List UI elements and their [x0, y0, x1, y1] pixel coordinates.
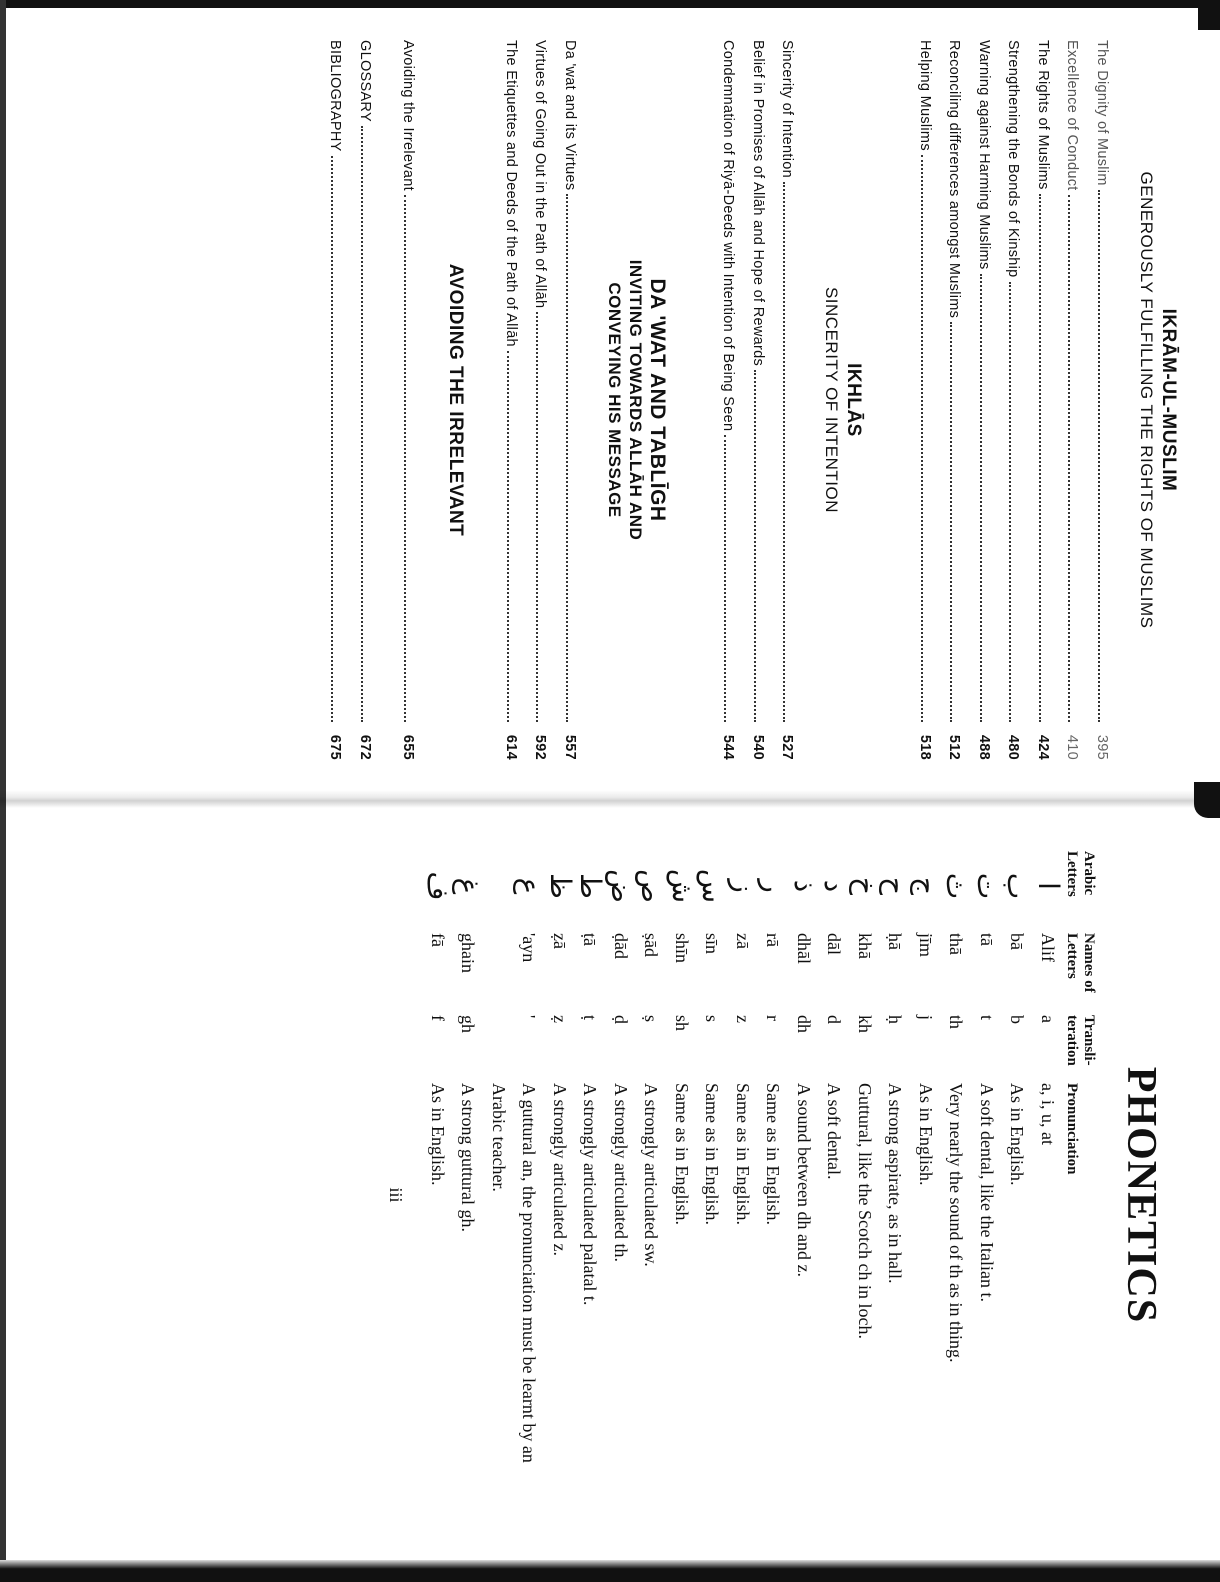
letter-name: khā: [855, 933, 875, 959]
transliteration: d: [824, 1015, 845, 1024]
toc-entry[interactable]: [910, 40, 940, 760]
arabic-letter: ر: [757, 879, 791, 893]
toc-list-ikhlas: [713, 40, 802, 760]
transliteration: ': [519, 1015, 540, 1019]
transliteration: th: [946, 1015, 967, 1030]
transliteration: z: [733, 1015, 753, 1023]
toc-entry-page: 424: [1035, 734, 1051, 760]
leader-dots: [332, 156, 334, 722]
pronunciation: As in English.: [428, 1083, 448, 1186]
pronunciation: As in English.: [1007, 1083, 1028, 1186]
pronunciation: As in English.: [916, 1083, 936, 1186]
pronunciation: A guttural an, the pronunciation must be learnt by an Arabic teacher.: [489, 1083, 540, 1463]
transliteration: ẓ: [550, 1015, 570, 1023]
toc-entry[interactable]: [743, 40, 773, 760]
leader-dots: [980, 274, 982, 722]
phonetics-title: PHONETICS: [1118, 1066, 1164, 1324]
arabic-letter: خ: [849, 876, 882, 896]
transliteration: ṭ: [580, 1015, 601, 1021]
toc-entry-title: Da 'wat and its Virtues: [562, 40, 578, 191]
phonetics-page: [65, 845, 1165, 1545]
transliteration: sh: [672, 1015, 692, 1032]
header-pronunciation: Pronunciation: [1064, 1083, 1080, 1175]
section-title-dawat: DA 'WAT AND TABLĪGH: [646, 278, 669, 522]
section-title-irrelevant: AVOIDING THE IRRELEVANT: [445, 263, 467, 537]
pronunciation: A sound between dh and z.: [794, 1083, 814, 1277]
arabic-letter: ش: [666, 868, 699, 904]
toc-entry-title: The Rights of Muslims: [1035, 40, 1051, 190]
section-subtitle-ikhlas: SINCERITY OF INTENTION: [822, 286, 842, 514]
arabic-letter: ج: [910, 876, 943, 896]
toc-list-ikram: [910, 40, 1117, 760]
toc-entry-title: Warning against Harming Muslims: [976, 40, 992, 270]
scan-border-top: [0, 0, 1220, 8]
letter-name: sīn: [702, 933, 723, 955]
arabic-letter: ت: [971, 872, 1004, 900]
book-spine-mark: [1194, 782, 1220, 818]
phonetics-header-row: [1063, 845, 1097, 1509]
toc-entry[interactable]: [969, 40, 999, 760]
arabic-letter: ع: [513, 877, 547, 895]
phonetics-row: [819, 845, 850, 1509]
pronunciation: A strong guttural gh.: [458, 1083, 479, 1232]
toc-entry[interactable]: [1028, 40, 1058, 760]
letter-name: 'ayn: [519, 933, 540, 963]
scan-border-right: [1198, 0, 1220, 30]
letter-name: Alif: [1038, 933, 1058, 962]
arabic-letter: ح: [879, 876, 913, 896]
toc-entry-title: Helping Muslims: [917, 40, 933, 151]
phonetics-row: [545, 845, 576, 1509]
arabic-letter: ث: [940, 872, 974, 900]
letter-name: ḍād: [611, 933, 631, 959]
transliteration: a: [1038, 1015, 1058, 1023]
toc-entry-page: 672: [357, 734, 373, 760]
toc-entry-title: GLOSSARY: [357, 40, 373, 122]
scan-border-bottom: [0, 1560, 1220, 1582]
pronunciation: A strong aspirate, as in hall.: [885, 1083, 906, 1284]
phonetics-row: [423, 845, 454, 1509]
pronunciation: A soft dental.: [824, 1083, 845, 1180]
pronunciation: Same as in English.: [763, 1083, 784, 1225]
letter-name: dāl: [824, 933, 845, 955]
phonetics-row: [728, 845, 759, 1509]
letter-name: dhāl: [794, 933, 814, 964]
transliteration: gh: [458, 1015, 479, 1033]
phonetics-table: [423, 845, 1098, 1509]
toc-entry-title: Sincerity of Intention: [779, 40, 796, 178]
transliteration: ṣ: [641, 1015, 662, 1023]
letter-name: jīm: [916, 933, 936, 958]
transliteration: r: [763, 1015, 784, 1021]
arabic-letter: ف: [422, 871, 455, 901]
toc-entry[interactable]: [1057, 40, 1087, 760]
letter-name: ṣād: [641, 933, 662, 957]
phonetics-body: [423, 845, 1064, 1509]
arabic-letter: ط: [574, 873, 608, 899]
arabic-letter: س: [696, 868, 730, 904]
toc-entry[interactable]: [939, 40, 969, 760]
leader-dots: [1069, 195, 1071, 722]
header-names-of-letters: Names of Letters: [1064, 933, 1097, 993]
toc-entry-page: 592: [532, 734, 549, 760]
phonetics-row: [1002, 845, 1033, 1509]
phonetics-row: [606, 845, 637, 1509]
contents-page: [170, 40, 1180, 760]
section-subtitle-dawat: INVITING TOWARDS ALLĀH AND CONVEYING HIS MESSAGE: [605, 259, 645, 541]
toc-entry-page: 557: [562, 734, 578, 760]
phonetics-row: [758, 845, 789, 1509]
toc-entry[interactable]: [525, 40, 555, 760]
toc-entry-page: 655: [400, 734, 417, 760]
toc-entry-title: Condemnation of Riyā-Deeds with Intention of Being Seen: [720, 40, 737, 432]
section-title-ikram: IKRĀM-UL-MUSLIM: [1158, 308, 1179, 492]
arabic-letter: ض: [605, 869, 638, 903]
pronunciation: Very nearly the sound of th as in thing.: [946, 1083, 967, 1363]
book-fold: [0, 790, 1220, 808]
leader-dots: [1098, 190, 1100, 722]
leader-dots: [921, 155, 923, 722]
toc-entry[interactable]: [496, 40, 526, 760]
phonetics-row: [789, 845, 820, 1509]
toc-entry[interactable]: [555, 40, 585, 760]
pronunciation: a, i, u, at: [1038, 1083, 1058, 1145]
pronunciation: Same as in English.: [672, 1083, 692, 1225]
leader-dots: [566, 194, 568, 722]
toc-list-backmatter: [320, 40, 379, 760]
toc-entry[interactable]: [1087, 40, 1117, 760]
letter-name: thā: [946, 933, 967, 955]
toc-entry-title: Reconciling differences amongst Muslims: [946, 40, 963, 319]
pronunciation: A strongly articulated th.: [611, 1083, 631, 1262]
toc-entry-title: The Etiquettes and Deeds of the Path of Allāh: [503, 40, 519, 347]
transliteration: b: [1007, 1015, 1028, 1024]
phonetics-row: [636, 845, 667, 1509]
arabic-letter: غ: [452, 877, 486, 895]
transliteration: t: [977, 1015, 997, 1021]
toc-entry-page: 544: [720, 734, 737, 760]
leader-dots: [1010, 282, 1012, 722]
pronunciation: Guttural, like the Scotch ch in loch.: [855, 1083, 875, 1339]
pronunciation: Same as in English.: [702, 1083, 723, 1225]
toc-entry-page: 614: [503, 734, 519, 760]
letter-name: ghain: [458, 933, 479, 973]
toc-entry-page: 512: [946, 734, 963, 760]
letter-name: zā: [733, 933, 753, 949]
arabic-letter: ص: [635, 869, 669, 903]
transliteration: ḍ: [611, 1015, 631, 1024]
pronunciation: A soft dental, like the Italian t.: [977, 1083, 997, 1302]
toc-entry-page: 540: [750, 734, 766, 760]
transliteration: f: [428, 1015, 448, 1021]
toc-entry[interactable]: [772, 40, 802, 760]
arabic-letter: ظ: [544, 873, 577, 899]
toc-entry-page: 488: [976, 734, 992, 760]
section-subtitle-ikram: GENEROUSLY FULFILLING THE RIGHTS OF MUSLIMS: [1137, 171, 1156, 629]
toc-entry[interactable]: [393, 40, 423, 760]
toc-entry-page: 527: [779, 734, 796, 760]
toc-entry-title: Belief in Promises of Allāh and Hope of Rewards: [750, 40, 766, 367]
toc-entry-title: Virtues of Going Out in the Path of Allāh: [532, 40, 549, 309]
phonetics-row: [484, 845, 545, 1509]
letter-name: ṭā: [580, 933, 601, 946]
leader-dots: [1039, 194, 1041, 722]
toc-entry-title: Strengthening the Bonds of Kinship: [1005, 40, 1022, 278]
phonetics-row: [697, 845, 728, 1509]
leader-dots: [951, 322, 953, 722]
leader-dots: [507, 351, 509, 722]
toc-entry[interactable]: [713, 40, 743, 760]
letter-name: bā: [1007, 933, 1028, 950]
letter-name: ẓā: [550, 933, 570, 949]
toc-entry-bibliography[interactable]: [320, 40, 350, 760]
letter-name: ḥā: [885, 933, 906, 950]
toc-entry-title: Avoiding the Irrelevant: [400, 40, 417, 191]
transliteration: s: [702, 1015, 723, 1023]
toc-entry[interactable]: [998, 40, 1028, 760]
letter-name: tā: [977, 933, 997, 946]
toc-list-irrelevant: [393, 40, 423, 760]
arabic-letter: د: [818, 879, 852, 893]
transliteration: ḥ: [885, 1015, 906, 1024]
phonetics-row: [850, 845, 881, 1509]
arabic-letter: ا: [1032, 882, 1065, 890]
phonetics-row: [453, 845, 484, 1509]
arabic-letter: ز: [727, 879, 760, 893]
arabic-letter: ذ: [788, 879, 821, 893]
toc-entry-title: BIBLIOGRAPHY: [327, 40, 344, 152]
toc-list-dawat: [496, 40, 585, 760]
phonetics-row: [575, 845, 606, 1509]
header-transliteration: Transli- teration: [1064, 1015, 1097, 1066]
toc-entry-page: 395: [1094, 734, 1110, 760]
toc-entry-page: 518: [917, 734, 933, 760]
pronunciation: A strongly articulated z.: [550, 1083, 570, 1256]
leader-dots: [725, 435, 727, 722]
toc-entry-title: The Dignity of Muslim: [1094, 40, 1110, 186]
letter-name: fā: [428, 933, 448, 947]
phonetics-row: [880, 845, 911, 1509]
page-number: iii: [386, 1187, 407, 1203]
toc-entry-page: 675: [327, 734, 344, 760]
pronunciation: A strongly articulated sw.: [641, 1083, 662, 1267]
leader-dots: [537, 312, 539, 722]
header-arabic-letters: Arabic Letters: [1064, 851, 1097, 897]
phonetics-row: [667, 845, 698, 1509]
toc-entry-page: 410: [1064, 734, 1081, 760]
phonetics-row: [941, 845, 972, 1509]
phonetics-row: [972, 845, 1003, 1509]
transliteration: j: [916, 1015, 936, 1021]
transliteration: dh: [794, 1015, 814, 1033]
toc-entry-page: 480: [1005, 734, 1022, 760]
phonetics-row: [911, 845, 942, 1509]
letter-name: rā: [763, 933, 784, 947]
pronunciation: Same as in English.: [733, 1083, 753, 1225]
leader-dots: [405, 195, 407, 722]
pronunciation: A strongly articulated palatal t.: [580, 1083, 601, 1306]
transliteration: kh: [855, 1015, 875, 1033]
leader-dots: [754, 370, 756, 722]
leader-dots: [784, 182, 786, 722]
phonetics-row: [1033, 845, 1064, 1509]
letter-name: shīn: [672, 933, 692, 964]
toc-entry-glossary[interactable]: [350, 40, 380, 760]
section-title-ikhlas: IKHLĀS: [843, 363, 865, 437]
toc-entry-title: Excellence of Conduct: [1064, 40, 1081, 191]
leader-dots: [361, 126, 363, 722]
arabic-letter: ب: [1001, 872, 1035, 900]
